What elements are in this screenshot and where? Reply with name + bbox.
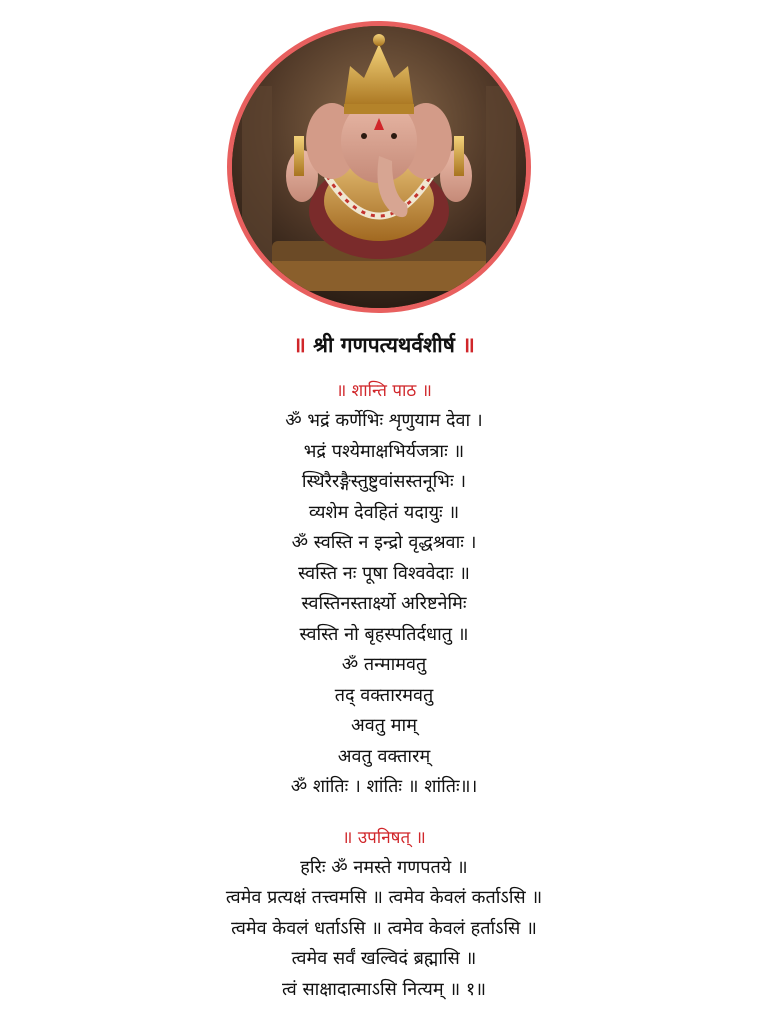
upanishad-line-4: त्वमेव सर्वं खल्विदं ब्रह्मासि ॥ (291, 948, 477, 969)
upanishad-line-3: त्वमेव केवलं धर्ताऽसि ॥ त्वमेव केवलं हर्ताऽसि ॥ (231, 917, 537, 939)
shanti-line-9: ॐ तन्मामवतु (341, 654, 427, 675)
shanti-line-11: अवतु माम् (351, 715, 417, 736)
page-title (0, 328, 768, 362)
shanti-path-heading: ॥ शान्ति पाठ ॥ (336, 381, 432, 401)
shanti-line-3: स्थिरैरङ्गैस्तुष्टुवांसस्तनूभिः । (301, 471, 467, 492)
upanishad-line-2: त्वमेव प्रत्यक्षं तत्त्वमसि ॥ त्वमेव केवलं कर्ताऽसि ॥ (225, 887, 543, 908)
shanti-line-10: तद् वक्तारमवतु (334, 684, 434, 706)
shanti-line-1: ॐ भद्रं कर्णेभिः शृणुयाम देवा । (285, 410, 483, 431)
shanti-line-8: स्वस्ति नो बृहस्पतिर्दधातु ॥ (299, 623, 469, 645)
shanti-line-13: ॐ शांतिः । शांतिः ॥ शांतिः॥। (290, 776, 478, 797)
shanti-line-4: व्यशेम देवहितं यदायुः ॥ (308, 501, 460, 523)
upanishad-line-1: हरिः ॐ नमस्ते गणपतये ॥ (300, 856, 468, 878)
ganesha-idol-image (227, 21, 531, 313)
shanti-line-6: स्वस्ति नः पूषा विश्ववेदाः ॥ (298, 562, 470, 584)
title-right-mark: ॥ (462, 332, 475, 357)
shanti-line-12: अवतु वक्तारम् (337, 745, 431, 767)
shanti-line-5: ॐ स्वस्ति न इन्द्रो वृद्धश्रवाः । (291, 532, 477, 553)
shanti-line-7: स्वस्तिनस्तार्क्ष्यो अरिष्टनेमिः (301, 593, 467, 614)
shanti-line-2: भद्रं पश्येमाक्षभिर्यजत्राः ॥ (303, 440, 465, 462)
stotra-text (0, 328, 768, 1005)
title-left-mark: ॥ (293, 332, 306, 357)
title-text: श्री गणपत्यथर्वशीर्ष (313, 332, 455, 357)
ganesha-idol-icon (232, 26, 526, 308)
upanishad-line-5: त्वं साक्षादात्माऽसि नित्यम् ॥ १॥ (281, 978, 486, 1000)
upanishad-heading: ॥ उपनिषत् ॥ (342, 827, 426, 848)
